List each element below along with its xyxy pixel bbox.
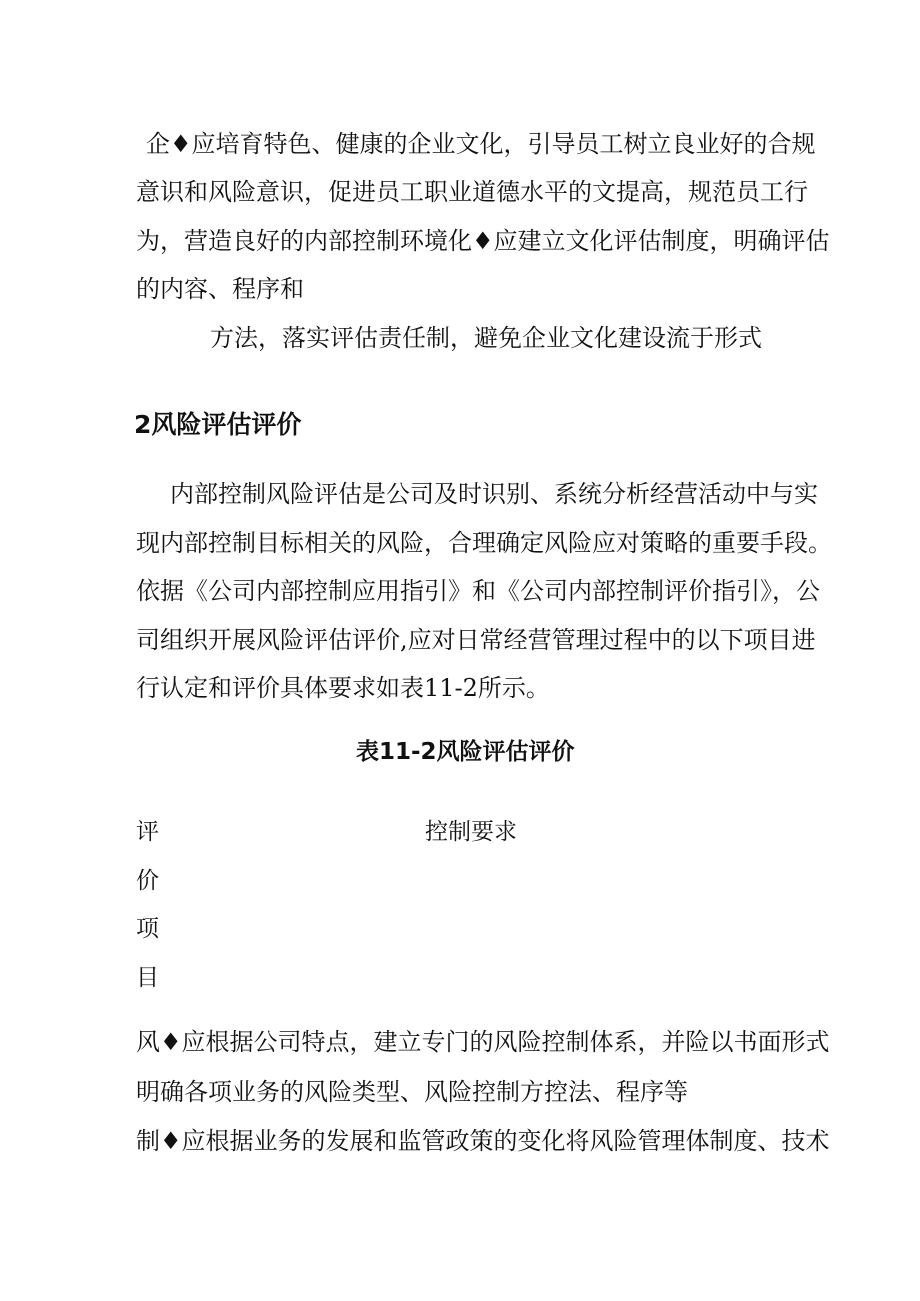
text-line: 行认定和评价具体要求如表11-2所示。 (136, 674, 550, 702)
text-line: 意识和风险意识，促进员工职业道德水平的文提高，规范员工行 (136, 178, 808, 206)
table-header-col2: 控制要求 (425, 819, 517, 845)
text-line: 为，营造良好的内部控制环境化♦应建立文化评估制度，明确评估 (136, 227, 830, 255)
table-header-col1-char: 评 (136, 819, 159, 845)
text-line: 内部控制风险评估是公司及时识别、系统分析经营活动中与实 (170, 480, 818, 508)
table-header-col1-char: 目 (136, 965, 159, 991)
table-title: 表11-2风险评估评价 (356, 739, 575, 765)
table-row-line: 明确各项业务的风险类型、风险控制方控法、程序等 (136, 1078, 688, 1106)
section-heading: 2风险评估评价 (134, 410, 302, 439)
text-line: 依据《公司内部控制应用指引》和《公司内部控制评价指引》，公 (136, 577, 820, 605)
text-line: 企♦应培育特色、健康的企业文化，引导员工树立良业好的合规 (146, 130, 816, 158)
table-row-line: 制♦应根据业务的发展和监管政策的变化将风险管理体制度、技术 (136, 1127, 830, 1155)
text-line: 现内部控制目标相关的风险，合理确定风险应对策略的重要手段。 (136, 529, 832, 557)
table-row-line: 风♦应根据公司特点，建立专门的风险控制体系，并险以书面形式 (136, 1028, 830, 1056)
table-header-col1-char: 价 (136, 868, 159, 894)
table-header-col1-char: 项 (136, 916, 159, 942)
text-line: 的内容、程序和 (136, 275, 304, 303)
text-line: 司组织开展风险评估评价,应对日常经营管理过程中的以下项目进 (136, 626, 816, 654)
text-line: 方法，落实评估责任制，避免企业文化建设流于形式 (210, 324, 762, 352)
